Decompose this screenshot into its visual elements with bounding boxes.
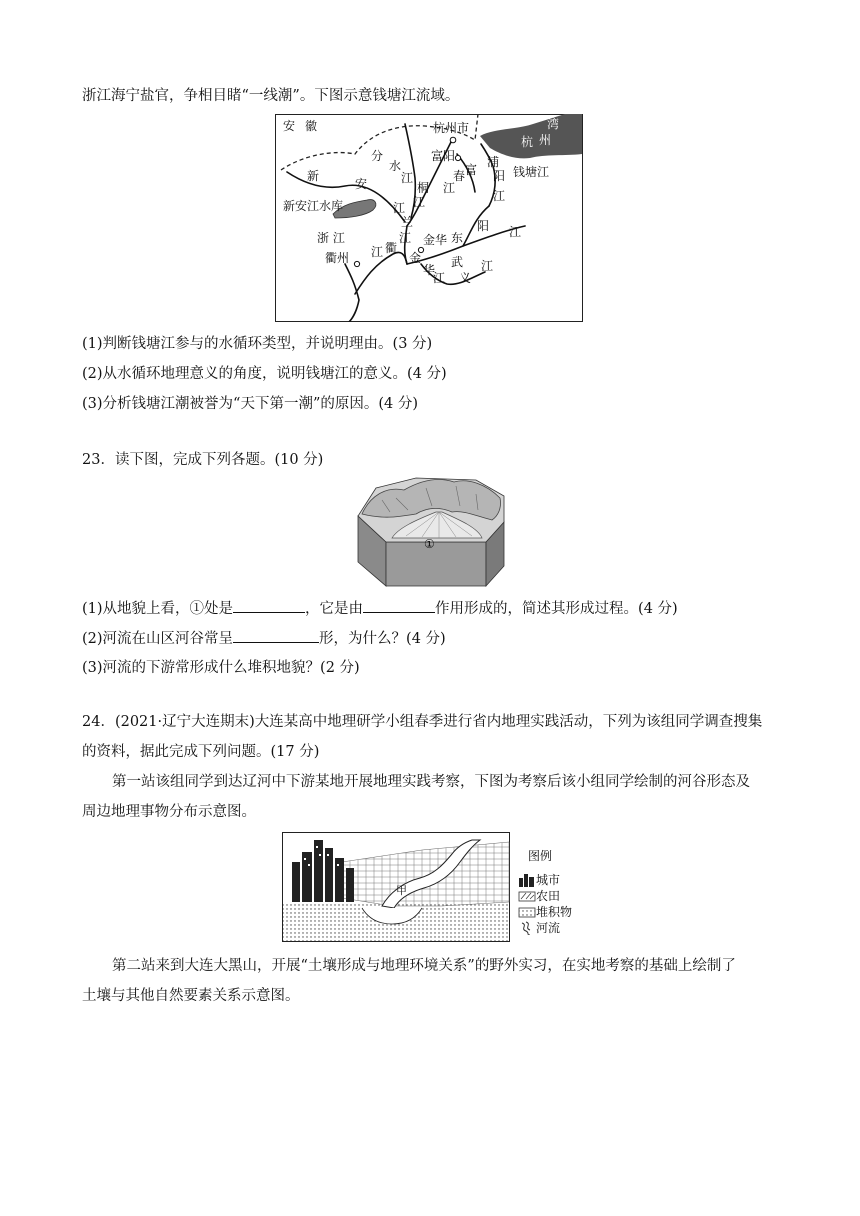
q23-sub1 bbox=[82, 598, 678, 619]
legend-item-city bbox=[518, 872, 588, 888]
map-label-jiang-b: 江 bbox=[443, 181, 456, 195]
map-label-jiang-c: 江 bbox=[413, 195, 426, 209]
legend-item-farmland bbox=[518, 888, 588, 904]
map-label-yang-b: 阳 bbox=[477, 219, 490, 233]
legend-title: 图例 bbox=[528, 849, 553, 863]
q24-para1-line1: 第一站该组同学到达辽河中下游某地开展地理实践考察，下图为考察后该小组同学绘制的河谷形态及 bbox=[112, 774, 750, 790]
map-label-fu2: 富 bbox=[465, 163, 478, 177]
map-label-reservoir: 新安江水库 bbox=[283, 199, 344, 213]
map-label-pu: 浦 bbox=[487, 155, 500, 169]
q24-para2-line1: 第二站来到大连大黑山，开展“土壤形成与地理环境关系”的野外实习，在实地考察的基础上绘制了 bbox=[112, 958, 736, 974]
q24-title-line1: 24．(2021·辽宁大连期末)大连某高中地理研学小组春季进行省内地理实践活动，下列为该组同学调查搜集 bbox=[82, 714, 763, 730]
map-label-jinhua: 金华 bbox=[423, 233, 448, 247]
map-label-quzhou: 衢州 bbox=[325, 251, 350, 265]
map-label-jin: 金 bbox=[409, 251, 422, 265]
map-label-jiang-e: 江 bbox=[393, 201, 406, 215]
legend-city-label: 城市 bbox=[536, 873, 561, 887]
q24-para2-line2: 土壤与其他自然要素关系示意图。 bbox=[82, 988, 300, 1004]
map-label-wu: 武 bbox=[451, 255, 464, 269]
map-label-tong: 桐 bbox=[417, 181, 430, 195]
city-icon bbox=[518, 873, 536, 887]
q23-sub2 bbox=[82, 628, 446, 649]
map-label-hui: 徽 bbox=[305, 119, 318, 133]
q23-sub1-part-c: 作用形成的，简述其形成过程。(4 分) bbox=[435, 601, 678, 617]
q22-sub2: (2)从水循环地理意义的角度，说明钱塘江的意义。(4 分) bbox=[82, 366, 447, 382]
q22-sub3: (3)分析钱塘江潮被誉为“天下第一潮”的原因。(4 分) bbox=[82, 396, 419, 412]
legend bbox=[518, 848, 588, 936]
q23-sub2-part-a: (2)河流在山区河谷常呈 bbox=[82, 631, 234, 647]
legend-river-label: 河流 bbox=[536, 921, 561, 935]
intro-text: 浙江海宁盐官，争相目睹“一线潮”。下图示意钱塘江流域。 bbox=[82, 88, 460, 104]
map-label-hua: 华 bbox=[423, 263, 436, 277]
map-label-bay-zhou: 州 bbox=[539, 133, 552, 147]
map-label-bay: 湾 bbox=[547, 117, 560, 131]
q23-sub1-part-b: ，它是由 bbox=[305, 601, 364, 617]
map-label-yi: 义 bbox=[459, 271, 472, 285]
map-label-yang-a: 阳 bbox=[493, 169, 506, 183]
map-label-shui: 水 bbox=[389, 159, 402, 173]
map-label-jiang-g: 江 bbox=[509, 225, 522, 239]
map-label-lan: 兰 bbox=[401, 215, 414, 229]
map-label-jiang-f: 江 bbox=[399, 231, 412, 245]
map-label-zhejiang: 浙 江 bbox=[317, 231, 345, 245]
river-valley-diagram bbox=[282, 832, 510, 942]
map-label-an: 安 bbox=[283, 119, 296, 133]
map-label-jiang-d: 江 bbox=[493, 189, 506, 203]
map-label-qu-jiang2: 衢 bbox=[385, 241, 398, 255]
map-label-an2: 安 bbox=[355, 177, 368, 191]
legend-deposit-label: 堆积物 bbox=[536, 905, 573, 919]
map-label-dong: 东 bbox=[451, 231, 464, 245]
q24-title-line2: 的资料，据此完成下列问题。(17 分) bbox=[82, 744, 320, 760]
legend-farmland-label: 农田 bbox=[536, 889, 561, 903]
q23-sub2-part-b: 形，为什么？(4 分) bbox=[319, 631, 446, 647]
river-icon bbox=[518, 921, 536, 935]
quzhou-marker bbox=[354, 261, 359, 266]
farmland-icon bbox=[518, 890, 536, 902]
map-label-fen: 分 bbox=[371, 149, 384, 163]
map-label-bay-hang: 杭 bbox=[521, 135, 534, 149]
fan-label: ① bbox=[424, 537, 435, 551]
qiantang-river-map bbox=[275, 114, 583, 322]
answer-blank-3[interactable] bbox=[233, 628, 319, 643]
deposit-icon bbox=[518, 906, 536, 918]
map-label-chun: 春 bbox=[453, 169, 466, 183]
legend-item-river bbox=[518, 920, 588, 936]
map-label-hangzhou-city: 杭州市 bbox=[433, 121, 470, 135]
q23-sub1-part-a: (1)从地貌上看，①处是 bbox=[82, 601, 234, 617]
map-label-qu-jiang1: 江 bbox=[371, 245, 384, 259]
legend-item-deposit bbox=[518, 904, 588, 920]
q23-sub3: (3)河流的下游常形成什么堆积地貌？(2 分) bbox=[82, 660, 360, 676]
q23-title: 23．读下图，完成下列各题。(10 分) bbox=[82, 452, 324, 468]
answer-blank-1[interactable] bbox=[233, 598, 305, 613]
answer-blank-2[interactable] bbox=[363, 598, 435, 613]
map-label-jiang-h: 江 bbox=[433, 271, 446, 285]
map-label-jiang-a: 江 bbox=[401, 171, 414, 185]
map-label-qiantangjiang: 钱塘江 bbox=[513, 165, 550, 179]
map-label-xin: 新 bbox=[307, 169, 320, 183]
fuyang-marker bbox=[455, 155, 460, 160]
q24-para1-line2: 周边地理事物分布示意图。 bbox=[82, 804, 256, 820]
hangzhou-marker bbox=[450, 137, 456, 143]
alluvial-fan-block-diagram bbox=[356, 476, 506, 588]
map-label-jiang-i: 江 bbox=[481, 259, 494, 273]
q22-sub1: (1)判断钱塘江参与的水循环类型，并说明理由。(3 分) bbox=[82, 336, 433, 352]
valley-label-jia: 甲 bbox=[396, 884, 407, 897]
map-label-fuyang: 富阳 bbox=[431, 149, 456, 163]
